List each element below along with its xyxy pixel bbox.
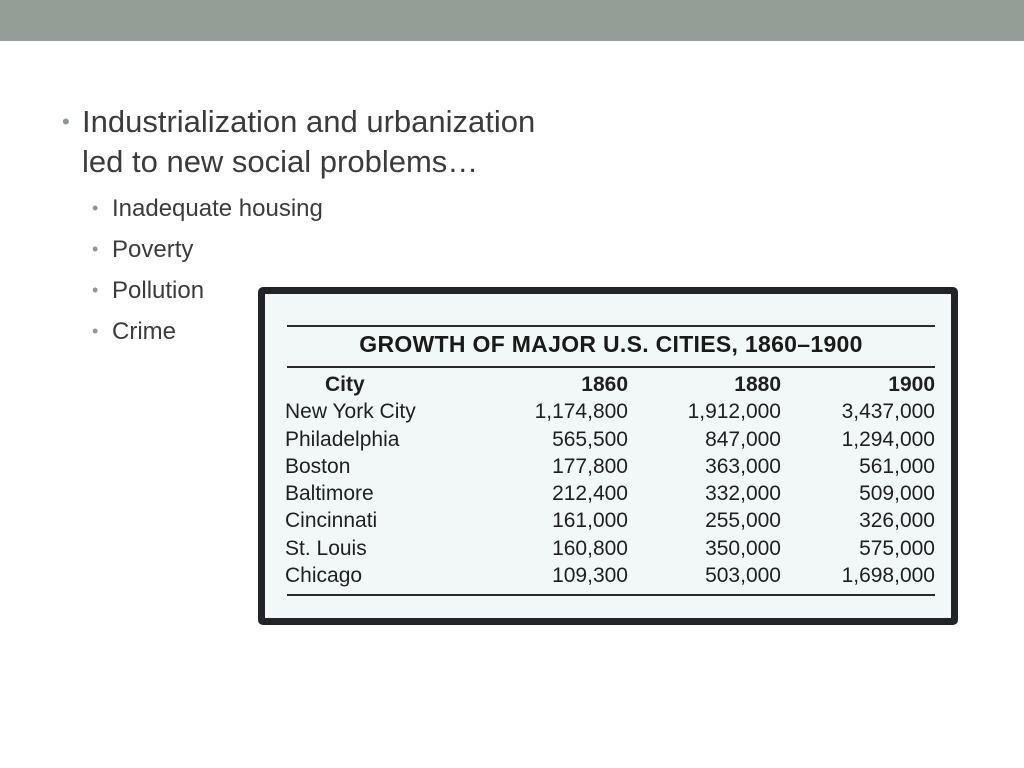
table-row xyxy=(285,507,935,534)
table-title: GROWTH OF MAJOR U.S. CITIES, 1860–1900 xyxy=(359,331,863,357)
value-cell: 1,698,000 xyxy=(841,564,935,588)
table-row xyxy=(285,480,935,507)
header-cell: 1860 xyxy=(581,373,628,396)
main-bullet-text: Industrialization and urbanization led to new social problems… xyxy=(82,104,536,179)
city-growth-table-image xyxy=(258,287,958,625)
value-cell: 565,500 xyxy=(552,427,628,451)
table-row xyxy=(285,453,935,480)
sub-bullet xyxy=(92,229,622,270)
value-cell: 109,300 xyxy=(552,564,628,588)
header-cell: 1880 xyxy=(734,373,781,396)
sub-bullet-text: Pollution xyxy=(112,277,205,304)
value-cell: 161,000 xyxy=(552,509,628,533)
table-rule-mid xyxy=(287,366,935,368)
bullet-dot-icon: • xyxy=(62,109,70,134)
city-cell: Boston xyxy=(285,454,351,478)
table-rule-bottom xyxy=(287,594,935,596)
table-row xyxy=(285,426,935,453)
value-cell: 212,400 xyxy=(552,482,628,506)
bullet-dot-icon: • xyxy=(92,198,99,218)
bullet-dot-icon: • xyxy=(92,239,99,259)
table-row xyxy=(285,398,935,425)
value-cell: 326,000 xyxy=(859,509,935,533)
value-cell: 1,912,000 xyxy=(687,400,781,424)
table-rule-top xyxy=(287,325,935,327)
city-cell: Chicago xyxy=(285,564,363,588)
city-cell: Cincinnati xyxy=(285,509,378,533)
header-cell: 1900 xyxy=(888,373,935,396)
header-cell: City xyxy=(325,373,365,396)
city-cell: New York City xyxy=(285,400,416,424)
value-cell: 160,800 xyxy=(552,536,628,560)
city-cell: Philadelphia xyxy=(285,427,400,451)
value-cell: 575,000 xyxy=(859,536,935,560)
value-cell: 509,000 xyxy=(859,482,935,506)
value-cell: 503,000 xyxy=(705,564,781,588)
value-cell: 255,000 xyxy=(705,509,781,533)
table-grid xyxy=(285,371,935,589)
sub-bullet xyxy=(92,188,622,229)
value-cell: 350,000 xyxy=(705,536,781,560)
value-cell: 561,000 xyxy=(859,454,935,478)
sub-bullet-text: Crime xyxy=(112,318,176,345)
value-cell: 1,174,800 xyxy=(534,400,628,424)
value-cell: 177,800 xyxy=(552,454,628,478)
table-row xyxy=(285,562,935,589)
value-cell: 363,000 xyxy=(705,454,781,478)
sub-bullet-text: Inadequate housing xyxy=(112,195,323,222)
value-cell: 1,294,000 xyxy=(841,427,935,451)
city-cell: Baltimore xyxy=(285,482,374,506)
main-bullet xyxy=(62,102,622,182)
value-cell: 847,000 xyxy=(705,427,781,451)
value-cell: 332,000 xyxy=(705,482,781,506)
sub-bullet-text: Poverty xyxy=(112,236,194,263)
city-cell: St. Louis xyxy=(285,536,367,560)
value-cell: 3,437,000 xyxy=(841,400,935,424)
bullet-dot-icon: • xyxy=(92,321,99,341)
bullet-dot-icon: • xyxy=(92,280,99,300)
table-header-row xyxy=(285,371,935,398)
table-row xyxy=(285,535,935,562)
top-bar xyxy=(0,0,1024,41)
